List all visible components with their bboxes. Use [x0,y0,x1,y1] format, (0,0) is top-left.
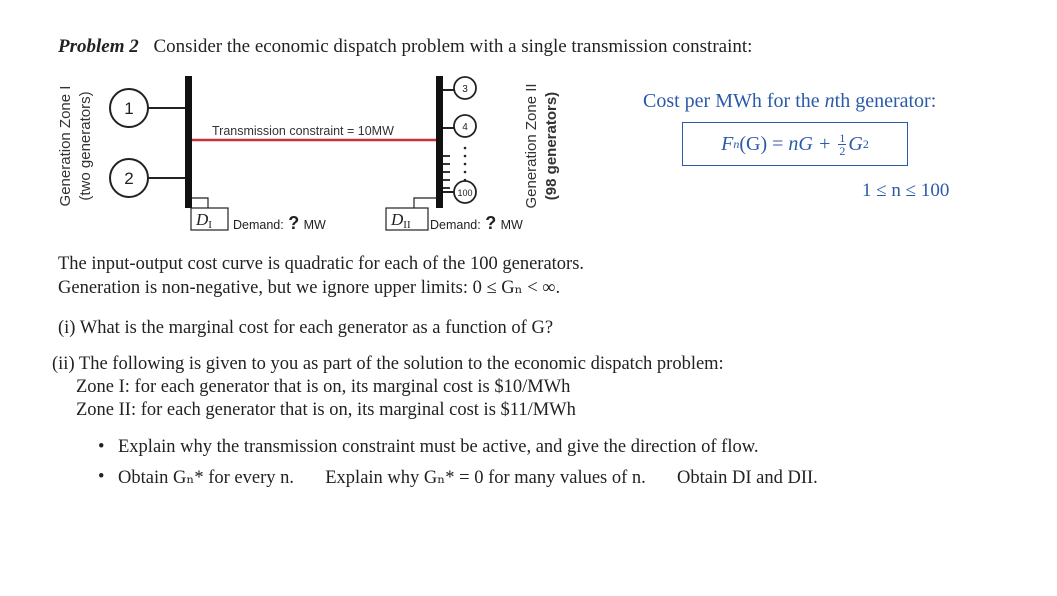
demand2-text: Demand: ? MW [430,213,523,233]
formula-g2: G [848,132,863,155]
question-1: (i) What is the marginal cost for each generator as a function of G? [58,318,554,338]
question-2: (ii) The following is given to you as part of the solution to the economic dispatch problem: [52,354,724,374]
intermediate-generator-stubs [443,156,450,188]
formula-n: n [788,132,799,155]
bullet-item-1-text: Explain why the transmission constraint must be active, and give the direction of flow. [118,437,759,457]
demand1-text: Demand: ? MW [233,213,326,233]
formula-sub: n [733,136,740,151]
zone2-sublabel: (98 generators) [543,91,560,201]
cost-title-suffix: th generator: [834,90,937,112]
cost-title-prefix: Cost per MWh for the [643,90,825,112]
dispatch-diagram [52,68,572,248]
bullet-item-2c: Obtain DI and DII. [677,468,818,488]
formula-arg: (G) = [739,132,789,155]
bullet-item-1 [98,437,759,458]
formula-g: G + [798,132,837,155]
demand1-symbol: DI [196,210,212,231]
zone2-label: Generation Zone II [523,83,540,209]
demand2-symbol: DII [391,210,411,231]
demand1-link [192,198,208,208]
bus-zone2 [436,76,443,208]
bullet-icon: • [98,467,105,487]
body-line-1: The input-output cost curve is quadratic for each of the 100 generators. [58,254,585,274]
cost-title [643,90,936,113]
bullet-icon: • [98,437,105,457]
generator-1-label: 1 [124,99,134,118]
formula-exponent: 2 [862,136,869,151]
body-line-2: Generation is non-negative, but we ignore upper limits: 0 ≤ Gₙ < ∞. [58,278,561,298]
generator-100-label: 100 [457,188,473,198]
problem-intro: Consider the economic dispatch problem with a single transmission constraint: [153,36,753,57]
formula-lhs: F [721,132,734,155]
problem-heading [58,36,752,58]
bullet-item-2a: Obtain Gₙ* for every n. [118,468,294,488]
zone1-label: Generation Zone I [57,85,74,207]
fraction-denominator: 2 [839,143,846,158]
ellipsis-dots [464,147,467,182]
bus-zone1 [185,76,192,208]
cost-title-var: n [824,90,835,112]
index-range: 1 ≤ n ≤ 100 [862,180,950,201]
generator-4-label: 4 [462,122,468,133]
bullet-item-2b: Explain why Gₙ* = 0 for many values of n. [325,468,646,488]
demand2-link [414,198,436,208]
question-2-zone1: Zone I: for each generator that is on, its marginal cost is $10/MWh [76,377,571,397]
question-2-zone2: Zone II: for each generator that is on, its marginal cost is $11/MWh [76,400,576,420]
zone1-sublabel: (two generators) [77,91,94,201]
cost-formula-box [682,122,908,166]
generator-3-label: 3 [462,84,468,95]
problem-number: Problem 2 [58,36,139,57]
formula-fraction [838,132,846,157]
transmission-label: Transmission constraint = 10MW [212,124,394,138]
bullet-item-2 [98,467,818,489]
fraction-numerator: 1 [839,130,846,145]
generator-2-label: 2 [124,169,134,188]
